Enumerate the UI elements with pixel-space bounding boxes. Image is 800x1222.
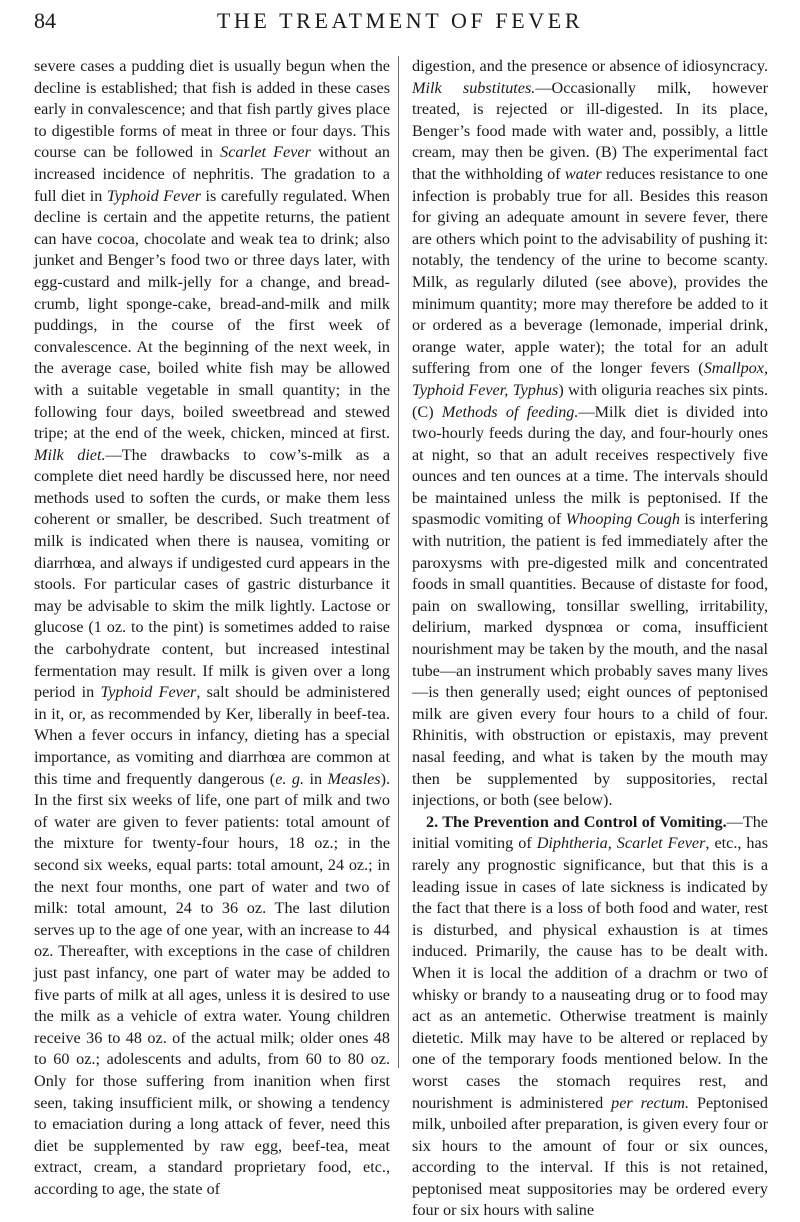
right-column [412,56,768,1222]
left-column [34,56,390,1200]
column-divider [398,56,399,1068]
text-run: —The drawbacks to cow’s-milk as a complete diet need hardly be discussed here, nor need methods used to soften the curds, or make them less coherent or smaller, be described. Such treatment of milk is indicated when there is nausea, vomiting or diarrhœa, and always if undigested curd appears in the stools. For particular cases of gastric disturbance it may be advisable to skim the milk lightly. Lactose or glucose (1 oz. to the pint) is sometimes added to raise the carbohydrate content, but increased intestinal fermentation may result. If milk is given over a long period in [34,445,390,702]
italic-run: Milk diet. [34,445,106,464]
text-run: is interfering with nutrition, the patient is fed immediately after the paroxysms with pre-digested milk and concentrated foods in small quantities. Because of distaste for food, pain on swallowing, tonsillar swelling, irritability, delirium, marked dyspnœa or coma, insufficient nourishment may be taken by the mouth, and the nasal tube—an instrument which probably saves many lives—is then generally used; eight ounces of peptonised milk are given every four hours to a child of four. Rhinitis, with obstruction or epistaxis, may prevent nasal feeding, and what is taken by the mouth may then be supplemented by suppositories, rectal injections, or both (see below). [412,510,768,810]
italic-run: Typhoid Fever [106,186,202,205]
text-run: Peptonised milk, unboiled after preparation, is given every four or six hours to the amount of four or six ounces, according to the interval. If this is not retained, peptonised meat suppositories may be ordered every four or six hours with saline [412,1093,768,1220]
text-run: ). In the first six weeks of life, one part of milk and two of water are given to fever patients: total amount of the mixture for twenty-four hours, 18 oz.; in the second six weeks, equal parts: total amount, 24 oz.; in the next four months, one part of water and two of milk: total amount, 24 to 36 oz. The last dilution serves up to the age of one year, with an increase to 44 oz. Thereafter, with exceptions in the case of children just past infancy, one part of water may be added to five parts of milk at all ages, unless it is desired to use the milk as a vehicle of extra water. Young children receive 36 to 48 oz. of the actual milk; older ones 48 to 60 oz.; adolescents and adults, from 60 to 80 oz. Only for those suffering from inanition when first seen, taking insufficient milk, or showing a tendency to emaciation during a long attack of fever, need this diet be supplemented by raw egg, beef-tea, meat extract, cream, a standard proprietary food, etc., according to age, the state of [34,769,390,1198]
italic-run: Typhoid Fever [100,683,197,702]
text-run: , etc., has rarely any prognostic significance, but that this is a leading issue in cases of late sickness is indicated by the fact that there is a loss of both food and water, rest is disturbed, and physical exhaustion is at times induced. Primarily, the cause has to be dealt with. When it is local the addition of a drachm or two of whisky or brandy to a nauseating drug or to food may act as an antemetic. Otherwise treatment is mainly dietetic. Milk may have to be altered or replaced by one of the temporary foods mentioned below. In the worst cases the stomach requires rest, and nourishment is administered [412,834,768,1112]
italic-run: Measles [327,769,381,788]
italic-run: Whooping Cough [565,510,680,529]
bold-heading-run: 2. The Prevention and Control of Vomiting. [426,812,727,831]
text-run: , salt should be administered in it, or, as recommended by Ker, liberally in beef-tea. When a fever occurs in infancy, dieting has a special importance, as vomiting and diarrhœa are common at this time and frequently dangerous ( [34,683,390,788]
text-run: —Occasionally milk, however treated, is rejected or ill-digested. In its place, Benger’s food made with water and, possibly, a little cream, may then be given. (B) The experimental fact that the withholding of [412,78,768,183]
page-number: 84 [34,8,56,33]
italic-run: water [564,164,602,183]
running-head: THE TREATMENT OF FEVER [216,8,584,33]
text-run: is carefully regulated. When decline is certain and the appetite returns, the patient can have cocoa, chocolate and weak tea to drink; also junket and Benger’s food two or three days later, with egg-custard and milk-jelly for a change, and bread-crumb, light sponge-cake, bread-and-milk and milk puddings, in the course of the first week of convalescence. At the beginning of the next week, in the average case, boiled white fish may be allowed with a suitable vegetable in small quantity; in the following four days, boiled sweetbread and stewed tripe; at the end of the week, chicken, minced at first. [34,186,391,443]
text-run: severe cases a pudding diet is usually begun when the decline is established; that fish is added in these cases early in convalescence; and that fish partly gives place to digestible forms of meat in three or four days. This course can be followed in [34,57,390,162]
body-paragraph [34,56,390,1200]
italic-run: Milk substitutes. [412,78,536,97]
text-run: reduces resistance to one infection is probably true for all. Besides this reason for giving an adequate amount in severe fever, there are others which point to the advisability of pushing it: notably, the tendency of the urine to become scanty. Milk, as regularly diluted (see above), provides the minimum quantity; more may therefore be added to it or ordered as a beverage (lemonade, imperial drink, orange water, apple water); the total for an adult suffering from one of the longer fevers ( [412,164,768,378]
text-run: in [304,769,328,788]
italic-run: Methods of feeding. [441,402,579,421]
italic-run: Smallpox, Typhoid Fever, Typhus [412,359,768,399]
text-run: —The initial vomiting of [412,812,768,853]
text-run: digestion, and the presence or absence of idiosyncracy. [412,57,768,75]
italic-run: Scarlet Fever [220,143,311,162]
section-paragraph [412,812,768,1222]
text-run: —Milk diet is divided into two-hourly feeds during the day, and four-hourly ones at night, so that an adult receives respectively five ounces and ten ounces at a time. The intervals should be maintained unless the milk is peptonised. If the spasmodic vomiting of [412,402,769,529]
italic-run: per rectum. [611,1093,690,1112]
italic-run: Diphtheria, Scarlet Fever [536,834,706,853]
text-run: without an increased incidence of nephritis. The gradation to a full diet in [34,143,391,205]
italic-run: e. g. [275,769,305,788]
body-paragraph [412,56,768,812]
text-run: ) with oliguria reaches six pints. (C) [412,380,768,421]
